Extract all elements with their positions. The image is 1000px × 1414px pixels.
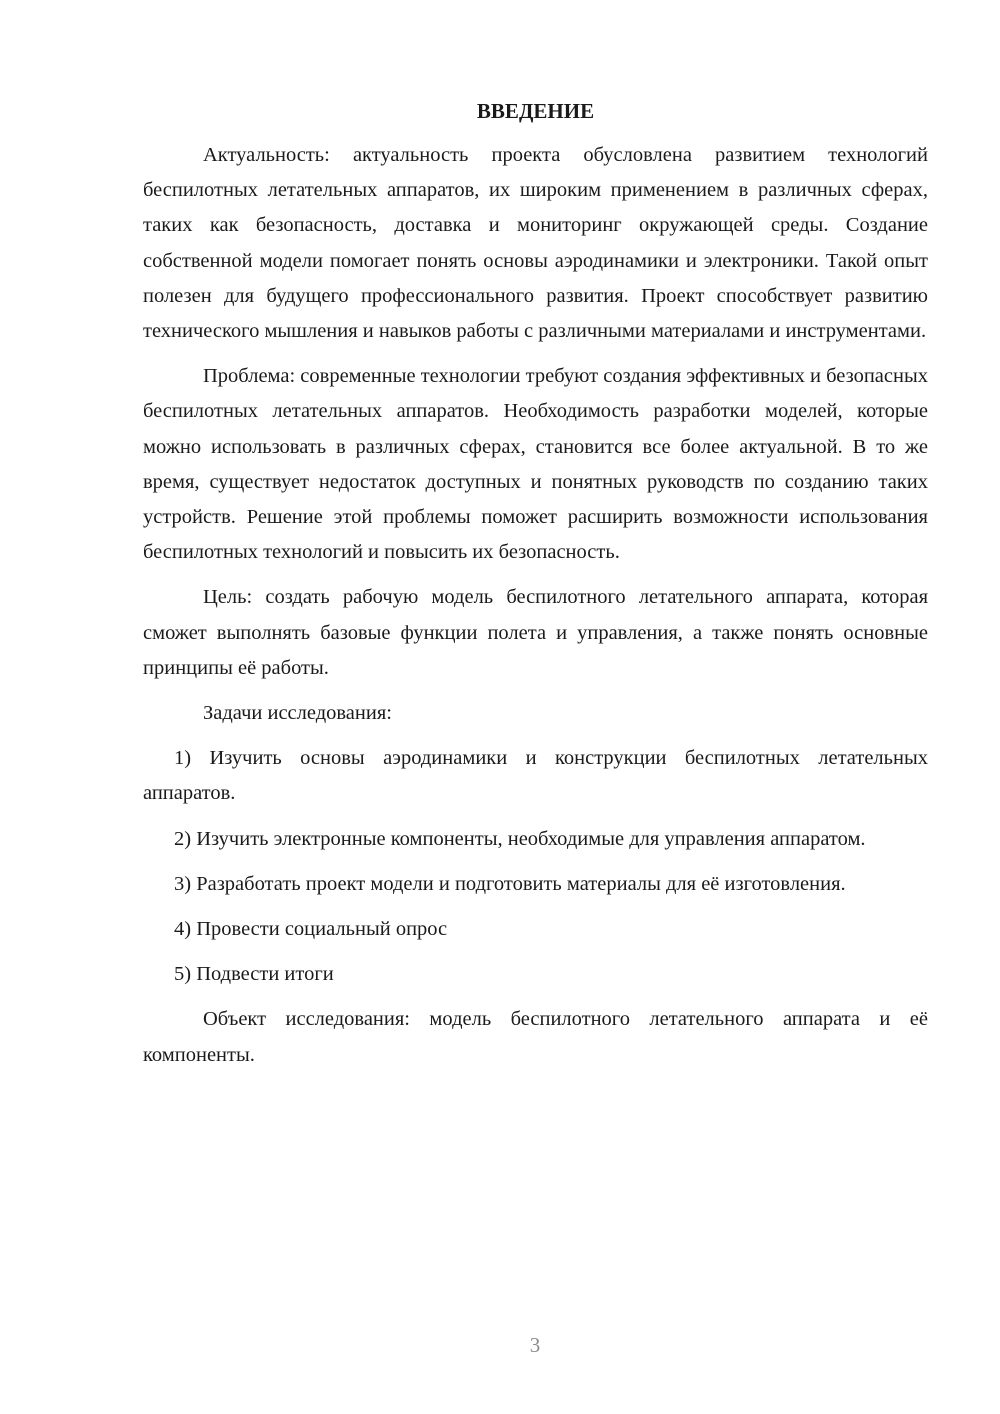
page-title: ВВЕДЕНИЕ [476, 99, 595, 123]
relevance-paragraph: Актуальность: актуальность проекта обусловлена развитием технологий беспилотных летательных аппаратов, их широким применением в различных сферах, таких как безопасность, доставка и мониторинг окружающей среды. Создание собственной модели помогает понять основы аэродинамики и электроники. Такой опыт полезен для будущего профессионального развития. Проект способствует развитию технического мышления и навыков работы с различными материалами и инструментами. [143, 144, 928, 343]
task-item-1: 1) Изучить основы аэродинамики и конструкции беспилотных летательных аппаратов. [143, 747, 928, 805]
task-item-3: 3) Разработать проект модели и подготовить материалы для её изготовления. [174, 872, 846, 895]
task-item-5: 5) Подвести итоги [174, 963, 334, 986]
task-item-4: 4) Провести социальный опрос [174, 918, 448, 941]
object-paragraph: Объект исследования: модель беспилотного летательного аппарата и её компоненты. [143, 1008, 928, 1066]
problem-paragraph: Проблема: современные технологии требуют создания эффективных и безопасных беспилотных летательных аппаратов. Необходимость разработки моделей, которые можно использовать в различных сферах, становится все более актуальной. В то же время, существует недостаток доступных и понятных руководств по созданию таких устройств. Решение этой проблемы поможет расширить возможности использования беспилотных технологий и повысить их безопасность. [143, 365, 928, 564]
tasks-heading: Задачи исследования: [203, 702, 392, 725]
goal-paragraph: Цель: создать рабочую модель беспилотного летательного аппарата, которая сможет выполнять базовые функции полета и управления, а также понять основные принципы её работы. [143, 586, 928, 679]
document-page [143, 96, 928, 1083]
page-number: 3 [529, 1333, 541, 1357]
task-item-2: 2) Изучить электронные компоненты, необходимые для управления аппаратом. [174, 827, 866, 850]
